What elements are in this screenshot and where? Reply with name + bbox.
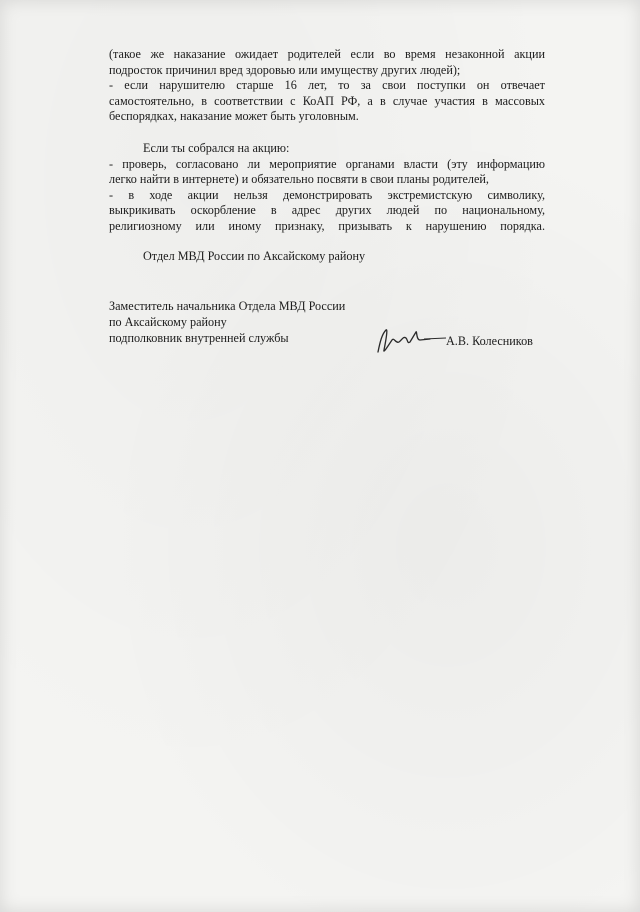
signer-position-line: подполковник внутренней службы <box>109 331 289 345</box>
department-line: Отдел МВД России по Аксайскому району <box>143 248 366 263</box>
signer-position-line: по Аксайскому району <box>109 315 227 329</box>
text-line: - если нарушителю старше 16 лет, то за свои поступки он отвечает <box>109 78 545 93</box>
text-line: Если ты собрался на акцию: <box>143 140 290 155</box>
text-line: выкрикивать оскорбление в адрес других людей по национальному, <box>109 203 545 218</box>
text-line: легко найти в интернете) и обязательно посвяти в свои планы родителей, <box>109 172 489 187</box>
handwritten-signature-icon <box>372 322 452 362</box>
signer-name: А.В. Колесников <box>446 334 533 348</box>
paragraph-no-extremism <box>109 188 545 235</box>
document-body <box>109 47 545 264</box>
text-line: беспорядках, наказание может быть уголовным. <box>109 109 359 124</box>
text-line: - в ходе акции нельзя демонстрировать экстремистскую символику, <box>109 187 545 202</box>
text-line: подросток причинил вред здоровью или имуществу других людей); <box>109 62 461 77</box>
text-line: - проверь, согласовано ли мероприятие органами власти (эту информацию <box>109 156 545 171</box>
paragraph-over-16 <box>109 78 545 125</box>
paragraph-check-approval <box>109 157 545 188</box>
signer-position-line: Заместитель начальника Отдела МВД России <box>109 299 346 313</box>
paragraph-heading-if-going <box>109 141 545 157</box>
text-line: религиозному или иному признаку, призывать к нарушению порядка. <box>109 218 545 233</box>
text-line: самостоятельно, в соответствии с КоАП РФ, а в случае участия в массовых <box>109 93 545 108</box>
text-line: (такое же наказание ожидает родителей если во время незаконной акции <box>109 47 545 61</box>
paragraph-parent-liability <box>109 47 545 78</box>
